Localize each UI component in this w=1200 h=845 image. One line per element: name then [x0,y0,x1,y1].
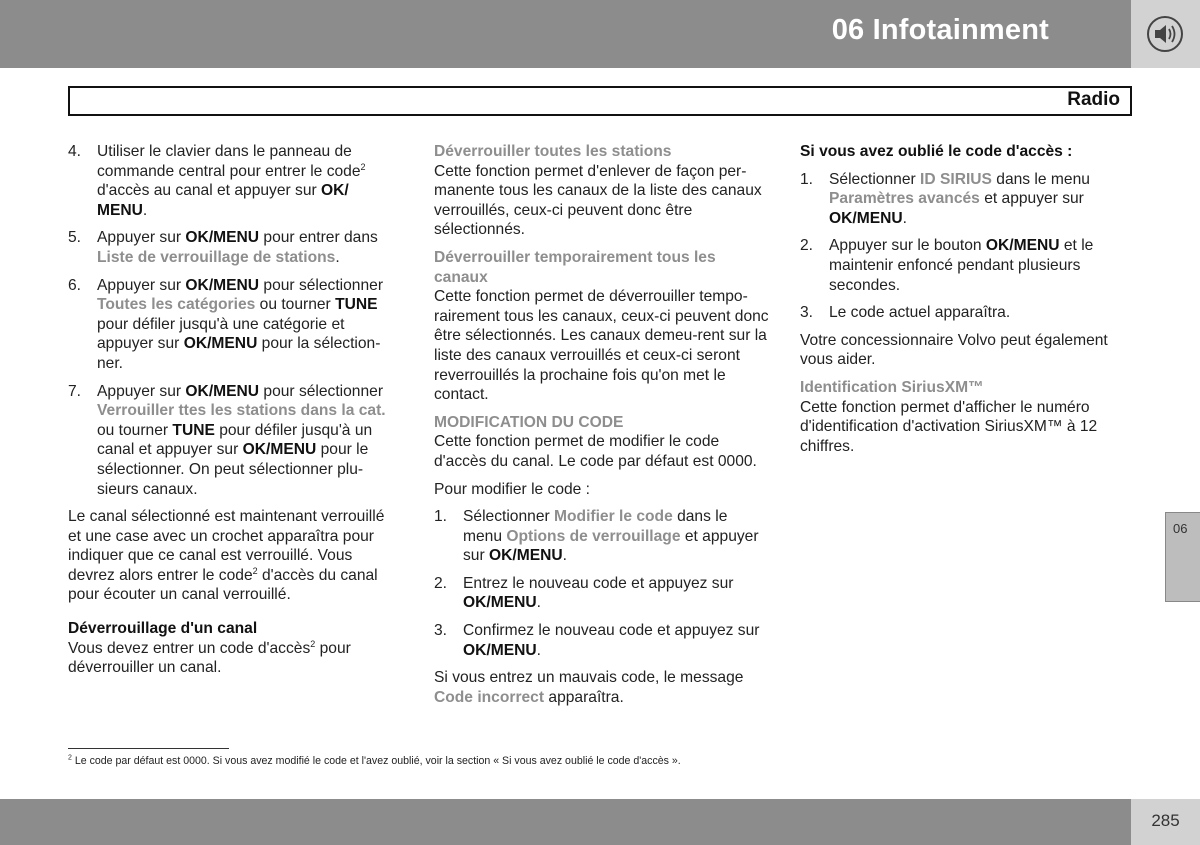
paragraph: Votre concessionnaire Volvo peut également vous aider. [800,331,1108,369]
button-name: OK/MENU [183,335,258,353]
page-number: 285 [1151,811,1180,830]
text-run: Appuyer sur [97,382,186,400]
text-run: pour défiler jusqu'à un canal et appuyer sur [97,421,373,459]
button-name: OK/MENU [185,229,260,247]
text-run: apparaîtra. [544,688,624,706]
menu-item-name: Toutes les catégories [97,296,256,314]
text-run: Utiliser le clavier dans le panneau de commande central pour entrer le code [97,143,361,180]
step-number: 3. [800,304,814,322]
text-run: pour déverrouiller un canal. [68,639,351,677]
step-text [97,382,400,500]
text-run: . [562,547,567,565]
subheading: Déverrouiller temporairement tous les canaux [434,248,716,286]
step-text [463,507,770,566]
list-item [434,574,770,613]
step-number: 4. [68,143,82,160]
footnote [68,755,681,767]
list-item [434,507,770,566]
text-run: pour entrer dans [259,229,378,247]
text-run: pour la sélection-ner. [97,335,381,372]
step-number: 3. [434,622,448,640]
list-item [68,382,400,500]
step-text [97,142,400,220]
step-number: 1. [800,170,814,188]
paragraph: Cette fonction permet d'enlever de façon per-manente tous les canaux de la liste des canaux verrouillés, ceux-ci peuvent donc être sélectionnés. [434,162,762,239]
button-name: OK/MENU [489,547,563,565]
text-run: Sélectionner [829,170,921,188]
text-run: Confirmez le nouveau code et appuyez sur [463,622,760,640]
page-number-box [1131,799,1200,845]
menu-item-name: Modifier le code [554,508,673,526]
paragraph: Cette fonction permet de déverrouiller tempo-rairement tous les canaux, ceux-ci peuvent donc être sélectionnés. Les canaux demeu-rent sur la liste des canaux verrouillés et ceux-ci seront reverrouillés la prochaine fois qu'on met le contact. [434,288,769,404]
button-name: OK/ MENU [97,182,349,219]
button-name: OK/MENU [185,382,260,400]
list-item [68,228,400,267]
text-run: pour sélectionner [259,276,384,294]
list-item [68,142,400,220]
text-run: ou tourner [255,296,336,314]
list-item [434,621,770,660]
subheading: Déverrouillage d'un canal [68,620,258,638]
text-run: Si vous entrez un mauvais code, le message [434,669,744,687]
text-run: Entrez le nouveau code et appuyez sur [463,574,734,592]
button-name: OK/MENU [242,441,317,459]
button-name: OK/MENU [985,237,1060,255]
text-run: et le maintenir enfoncé pendant plusieurs secondes. [829,237,1094,294]
subheading: Déverrouiller toutes les stations [434,143,672,160]
section-header [68,86,1132,116]
subheading: MODIFICATION DU CODE [434,413,624,431]
text-run: dans le menu [463,508,728,545]
footer-bar [0,799,1131,845]
button-name: OK/MENU [463,594,537,612]
step-number: 7. [68,382,82,400]
text-run: . [335,248,340,266]
text-run: ou tourner [97,421,173,439]
paragraph: Cette fonction permet d'afficher le numéro d'identification d'activation SiriusXM™ à 12 chiffres. [800,398,1098,455]
paragraph [68,639,400,678]
header-bar [0,0,1131,68]
button-name: TUNE [172,421,215,439]
step-number: 2. [434,574,448,592]
paragraph [68,507,400,605]
paragraph: Pour modifier le code : [434,480,591,498]
footnote-ref: 2 [252,565,258,576]
footnote-ref: 2 [310,638,316,649]
column-2 [434,142,770,715]
step-text: Le code actuel apparaîtra. [829,304,1011,322]
text-run: pour défiler jusqu'à une catégorie et appuyer sur [97,315,345,353]
footnote-divider [68,748,229,749]
menu-item-name: Liste de verrouillage de stations [97,248,336,266]
paragraph: Cette fonction permet de modifier le code d'accès du canal. Le code par défaut est 0000. [434,433,757,470]
speaker-icon [1145,15,1185,53]
step-text [463,574,770,613]
text-run: Le canal sélectionné est maintenant verrouillé et une case avec un crochet apparaîtra pour indiquer que ce canal est verrouillé. Vous devrez alors entrer le code [68,508,385,584]
column-1 [68,142,400,686]
chapter-side-tab [1165,512,1200,602]
text-run: . [536,641,541,659]
text-run: et appuyer sur [463,527,759,565]
text-run: d'accès du canal pour écouter un canal verrouillé. [68,566,378,604]
step-text [97,228,400,267]
text-run: Sélectionner [463,508,555,526]
subheading: Identification SiriusXM™ [800,378,984,396]
chapter-title: 06 Infotainment [831,14,1049,46]
list-item [68,276,400,374]
footnote-marker: 2 [68,754,72,762]
step-number: 6. [68,276,82,294]
subheading: Si vous avez oublié le code d'accès : [800,143,1073,160]
step-number: 1. [434,508,448,526]
list-item [800,303,1130,323]
text-run: pour sélectionner [259,382,384,400]
footnote-ref: 2 [360,161,366,172]
text-run: Vous devez entrer un code d'accès [68,639,311,657]
text-run: Appuyer sur [97,276,186,294]
message-name: Code incorrect [434,688,545,706]
column-3 [800,142,1130,464]
side-tab-label: 06 [1173,521,1188,536]
step-number: 2. [800,237,814,255]
text-run: et appuyer sur [979,190,1084,208]
text-run: Appuyer sur le bouton [829,237,986,255]
text-run: . [902,209,907,227]
button-name: OK/MENU [463,641,537,659]
step-text [463,621,770,660]
menu-item-name: Paramètres avancés [829,190,980,208]
step-text [829,170,1130,229]
text-run: d'accès au canal et appuyer sur [97,182,322,200]
chapter-icon-box [1131,0,1200,68]
step-number: 5. [68,229,82,247]
button-name: OK/MENU [829,209,903,227]
step-text [829,236,1130,295]
text-run: pour le sélectionner. On peut sélectionner plu-sieurs canaux. [97,441,369,498]
button-name: TUNE [335,296,378,314]
paragraph [434,668,770,707]
menu-item-name: Options de verrouillage [506,527,681,545]
button-name: OK/MENU [185,276,260,294]
text-run: Appuyer sur [97,229,186,247]
menu-item-name: ID SIRIUS [920,170,992,188]
step-text [97,276,400,374]
text-run: dans le menu [991,170,1090,188]
text-run: . [536,594,541,612]
section-title: Radio [1067,89,1120,110]
menu-item-name: Verrouiller ttes les stations dans la cat. [97,402,386,420]
footnote-text: Le code par défaut est 0000. Si vous avez modifié le code et l'avez oublié, voir la section « Si vous avez oublié le code d'accès ». [71,755,681,767]
list-item [800,236,1130,295]
text-run: . [142,201,148,219]
list-item [800,170,1130,229]
